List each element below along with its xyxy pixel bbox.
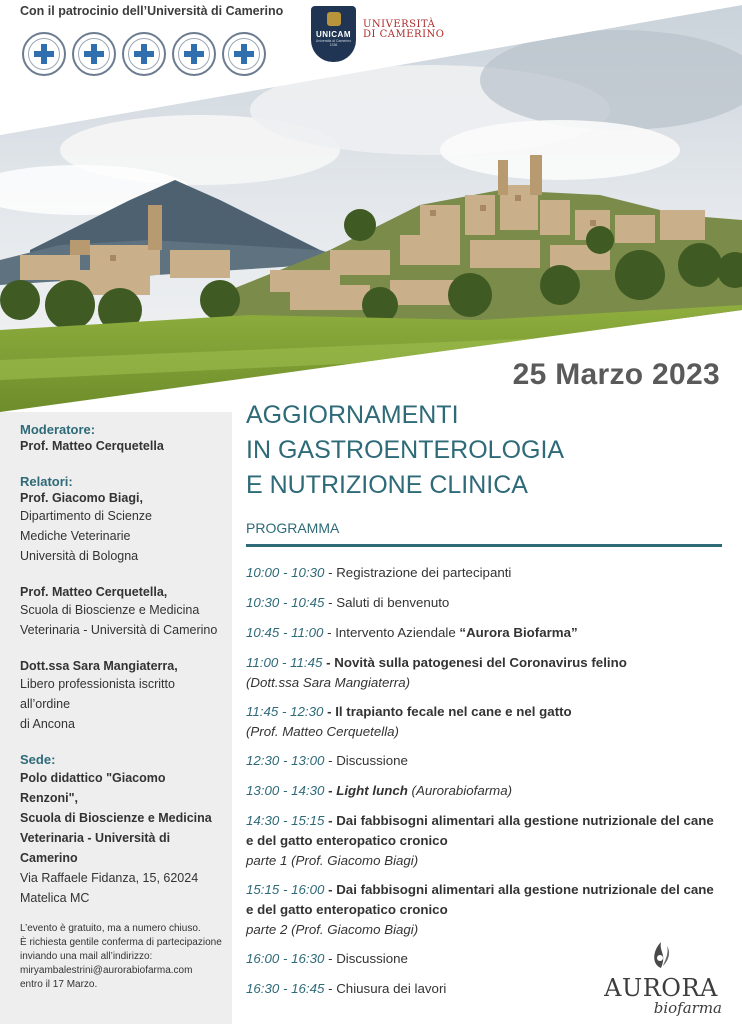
program-item: 14:30 - 15:15 - Dai fabbisogni alimentari alla gestione nutrizionale del cane e del gatto enteropatico cronico parte 1 (Prof. Giacomo Biagi) xyxy=(246,813,714,868)
registration-note: L’evento è gratuito, ma a numero chiuso. È richiesta gentile conferma di partecipazione inviando una mail all’indirizzo: miryambalestrini@aurorabiofarma.com entro il 17 Marzo. xyxy=(20,922,225,992)
contact-email[interactable]: miryambalestrini@aurorabiofarma.com xyxy=(20,965,193,976)
society-logos xyxy=(22,32,266,76)
aurora-biofarma-logo: AURORA biofarma xyxy=(596,940,726,1015)
program-item: 15:15 - 16:00 - Dai fabbisogni alimentari alla gestione nutrizionale del cane e del gatto enteropatico cronico parte 2 (Prof. Giacomo Biagi) xyxy=(246,882,714,937)
program-item: 16:00 - 16:30 - Discussione xyxy=(246,951,408,966)
moderatore-name: Prof. Matteo Cerquetella xyxy=(20,439,164,453)
event-title: AGGIORNAMENTI IN GASTROENTEROLOGIA E NUTRIZIONE CLINICA xyxy=(246,401,565,499)
sede-label: Sede: xyxy=(20,752,56,767)
program-item: 11:00 - 11:45 - Novità sulla patogenesi del Coronavirus felino (Dott.ssa Sara Mangiaterra) xyxy=(246,655,627,690)
program-item: 11:45 - 12:30 - Il trapianto fecale nel cane e nel gatto (Prof. Matteo Cerquetella) xyxy=(246,704,572,739)
unicam-wordmark: UNIVERSITÀ DI CAMERINO xyxy=(363,19,445,40)
society-seal-3-icon xyxy=(122,32,166,76)
program-item: 16:30 - 16:45 - Chiusura dei lavori xyxy=(246,981,447,996)
unicam-shield-logo: UNICAM Università di Camerino 1336 xyxy=(311,6,356,62)
event-date: 25 Marzo 2023 xyxy=(512,358,720,391)
society-seal-4-icon xyxy=(172,32,216,76)
sidebar-info: Moderatore: Prof. Matteo Cerquetella Relatori: Prof. Giacomo Biagi, Dipartimento di Scienze Mediche Veterinarie Università di Bologna Prof. Matteo Cerquetella, Scuola di Bioscienze e Medicina Veterinaria - Università di Camerino Dott.ssa Sara Mangiaterra, Libero professionista iscritto all’ordine di Ancona Sede: Polo didattico "Giacomo Renzoni", Scuola di Bioscienze e Medicina Veterinaria - Università di Camerino Via Raffaele Fidanza, 15, 62024 Matelica MC L’evento è gratuito, ma a numero chiuso. È richiesta gentile conferma di partecipazione inviando una mail all’indirizzo: miryambalestrini@aurorabiofarma.com entro il 17 Marzo. xyxy=(0,412,232,1024)
society-seal-2-icon xyxy=(72,32,116,76)
speaker-3-name: Dott.ssa Sara Mangiaterra, xyxy=(20,659,178,673)
patronage-text: Con il patrocinio dell’Università di Camerino xyxy=(20,4,284,18)
program-item: 10:45 - 11:00 - Intervento Aziendale “Aurora Biofarma” xyxy=(246,625,578,640)
program-item: 10:30 - 10:45 - Saluti di benvenuto xyxy=(246,595,450,610)
speaker-2-name: Prof. Matteo Cerquetella, xyxy=(20,585,168,599)
divider xyxy=(246,544,722,547)
program-item: 13:00 - 14:30 - Light lunch (Aurorabiofarma) xyxy=(246,783,513,798)
flame-leaf-icon xyxy=(641,940,681,970)
crest-icon xyxy=(327,12,341,26)
program-item: 12:30 - 13:00 - Discussione xyxy=(246,753,408,768)
program-item: 10:00 - 10:30 - Registrazione dei partecipanti xyxy=(246,565,512,580)
society-seal-1-icon xyxy=(22,32,66,76)
moderatore-label: Moderatore: xyxy=(20,422,96,437)
speaker-1-name: Prof. Giacomo Biagi, xyxy=(20,491,143,505)
society-seal-5-icon xyxy=(222,32,266,76)
programma-heading: PROGRAMMA xyxy=(246,520,340,536)
relatori-label: Relatori: xyxy=(20,474,73,489)
